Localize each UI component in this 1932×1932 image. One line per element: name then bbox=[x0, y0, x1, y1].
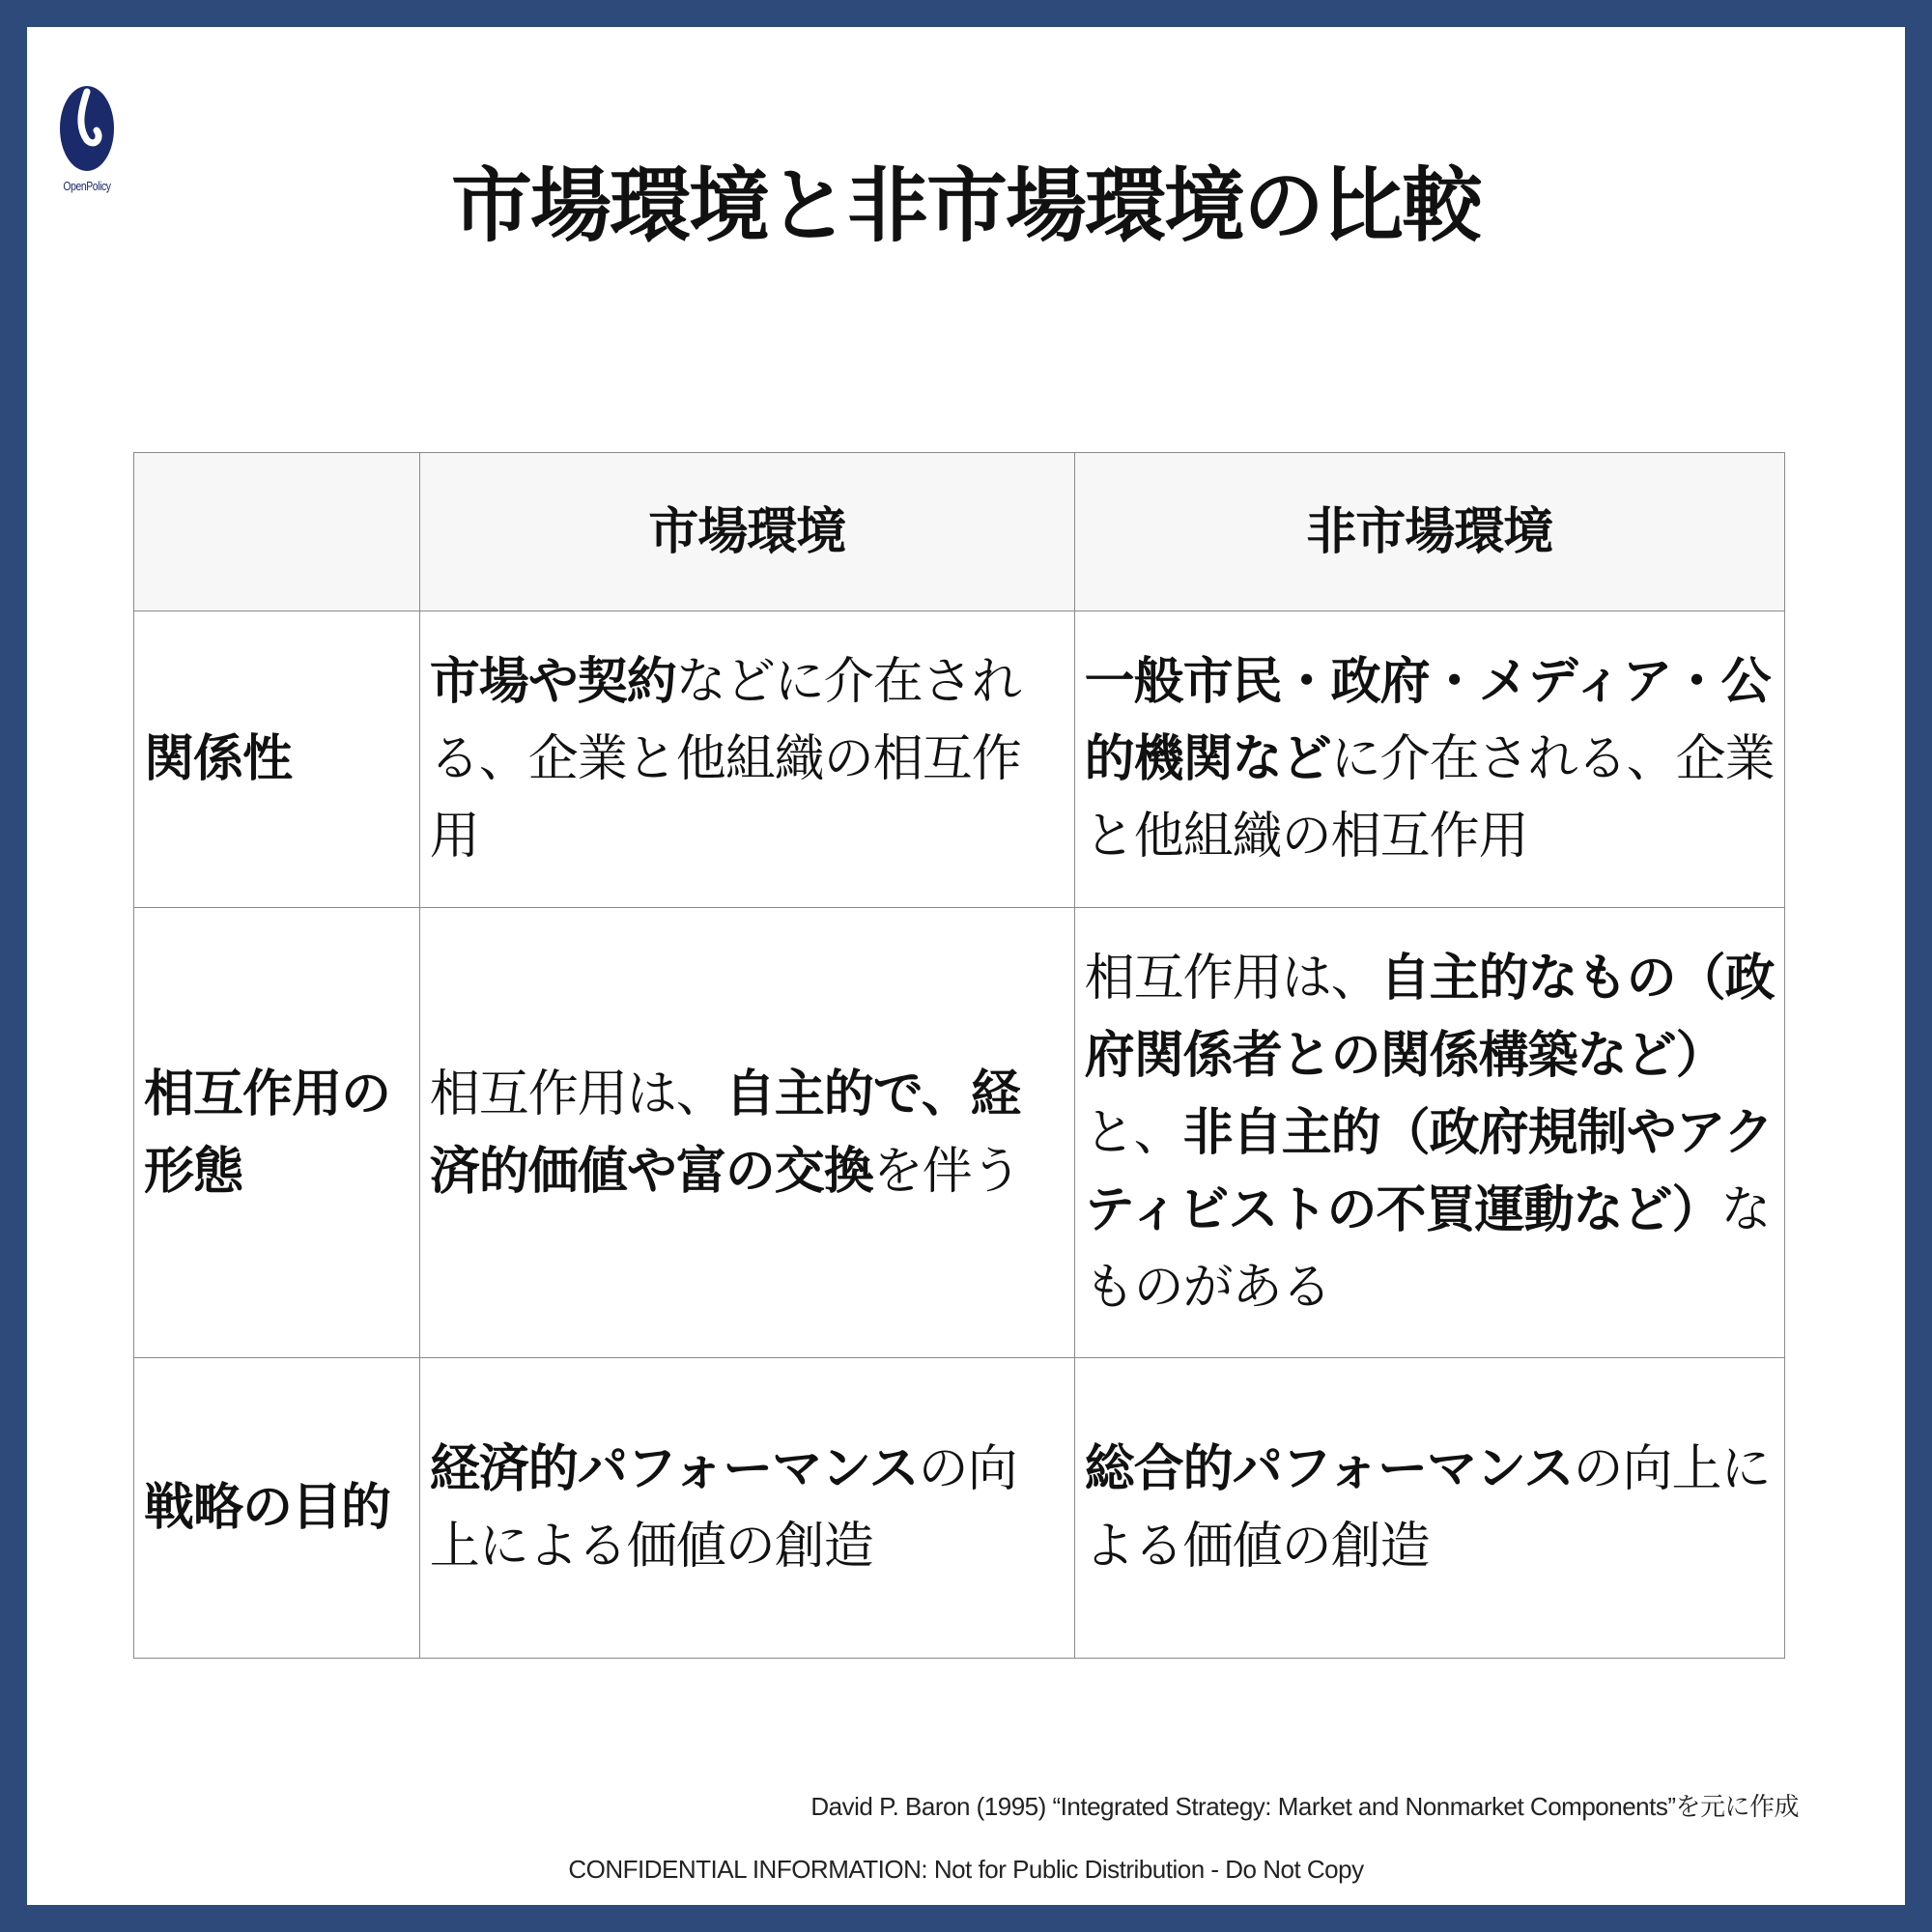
nonmarket-cell bbox=[1074, 1358, 1784, 1659]
cell-text: 相互作用は、 bbox=[429, 1065, 725, 1123]
cell-text: 相互作用は、 bbox=[1084, 949, 1380, 1008]
table-row bbox=[134, 611, 1785, 908]
header-cell-empty bbox=[134, 453, 420, 611]
cell-bold-text: 非自主的（政府規制やアクティビストの不買運動など） bbox=[1084, 1103, 1774, 1239]
cell-text: に介在される、企業と他組織の相互作用 bbox=[1084, 730, 1775, 866]
nonmarket-cell bbox=[1074, 611, 1784, 908]
cell-bold-text: 総合的パフォーマンス bbox=[1084, 1440, 1574, 1498]
page-title: 市場環境と非市場環境の比較 bbox=[450, 158, 1481, 253]
cell-bold-text: 自主的で、経済的価値や富の交換 bbox=[429, 1065, 1020, 1201]
market-cell bbox=[419, 908, 1074, 1358]
table-row bbox=[134, 1358, 1785, 1659]
row-label: 相互作用の形態 bbox=[134, 908, 420, 1358]
citation: David P. Baron (1995) “Integrated Strategy: Market and Nonmarket Components”を元に作成 bbox=[810, 1792, 1799, 1821]
confidential-notice: CONFIDENTIAL INFORMATION: Not for Public Distribution - Do Not Copy bbox=[568, 1855, 1364, 1884]
cell-text: を伴う bbox=[872, 1142, 1021, 1201]
nonmarket-cell bbox=[1074, 908, 1784, 1358]
cell-bold-text: 一般市民・政府・メディア・公的機関など bbox=[1084, 653, 1771, 788]
header-cell-nonmarket: 非市場環境 bbox=[1074, 453, 1784, 611]
cell-bold-text: 経済的パフォーマンス bbox=[429, 1440, 919, 1498]
cell-text: なものがある bbox=[1084, 1180, 1771, 1317]
market-cell bbox=[419, 1358, 1074, 1659]
table-header-row bbox=[134, 453, 1785, 611]
cell-text: の向上による価値の創造 bbox=[429, 1440, 1017, 1576]
market-cell bbox=[419, 611, 1074, 908]
cell-bold-text: 自主的なもの（政府関係者との関係構築など） bbox=[1084, 949, 1775, 1085]
logo-text: OpenPolicy bbox=[63, 179, 111, 193]
slide bbox=[27, 27, 1905, 1905]
cell-text: の向上による価値の創造 bbox=[1084, 1440, 1771, 1576]
header-cell-market: 市場環境 bbox=[419, 453, 1074, 611]
table-row bbox=[134, 908, 1785, 1358]
row-label: 関係性 bbox=[134, 611, 420, 908]
comparison-table bbox=[133, 452, 1785, 1659]
cell-bold-text: 市場や契約 bbox=[429, 653, 676, 711]
cell-text: と、 bbox=[1084, 1103, 1183, 1162]
row-label: 戦略の目的 bbox=[134, 1358, 420, 1659]
cell-text: などに介在される、企業と他組織の相互作用 bbox=[429, 653, 1021, 866]
